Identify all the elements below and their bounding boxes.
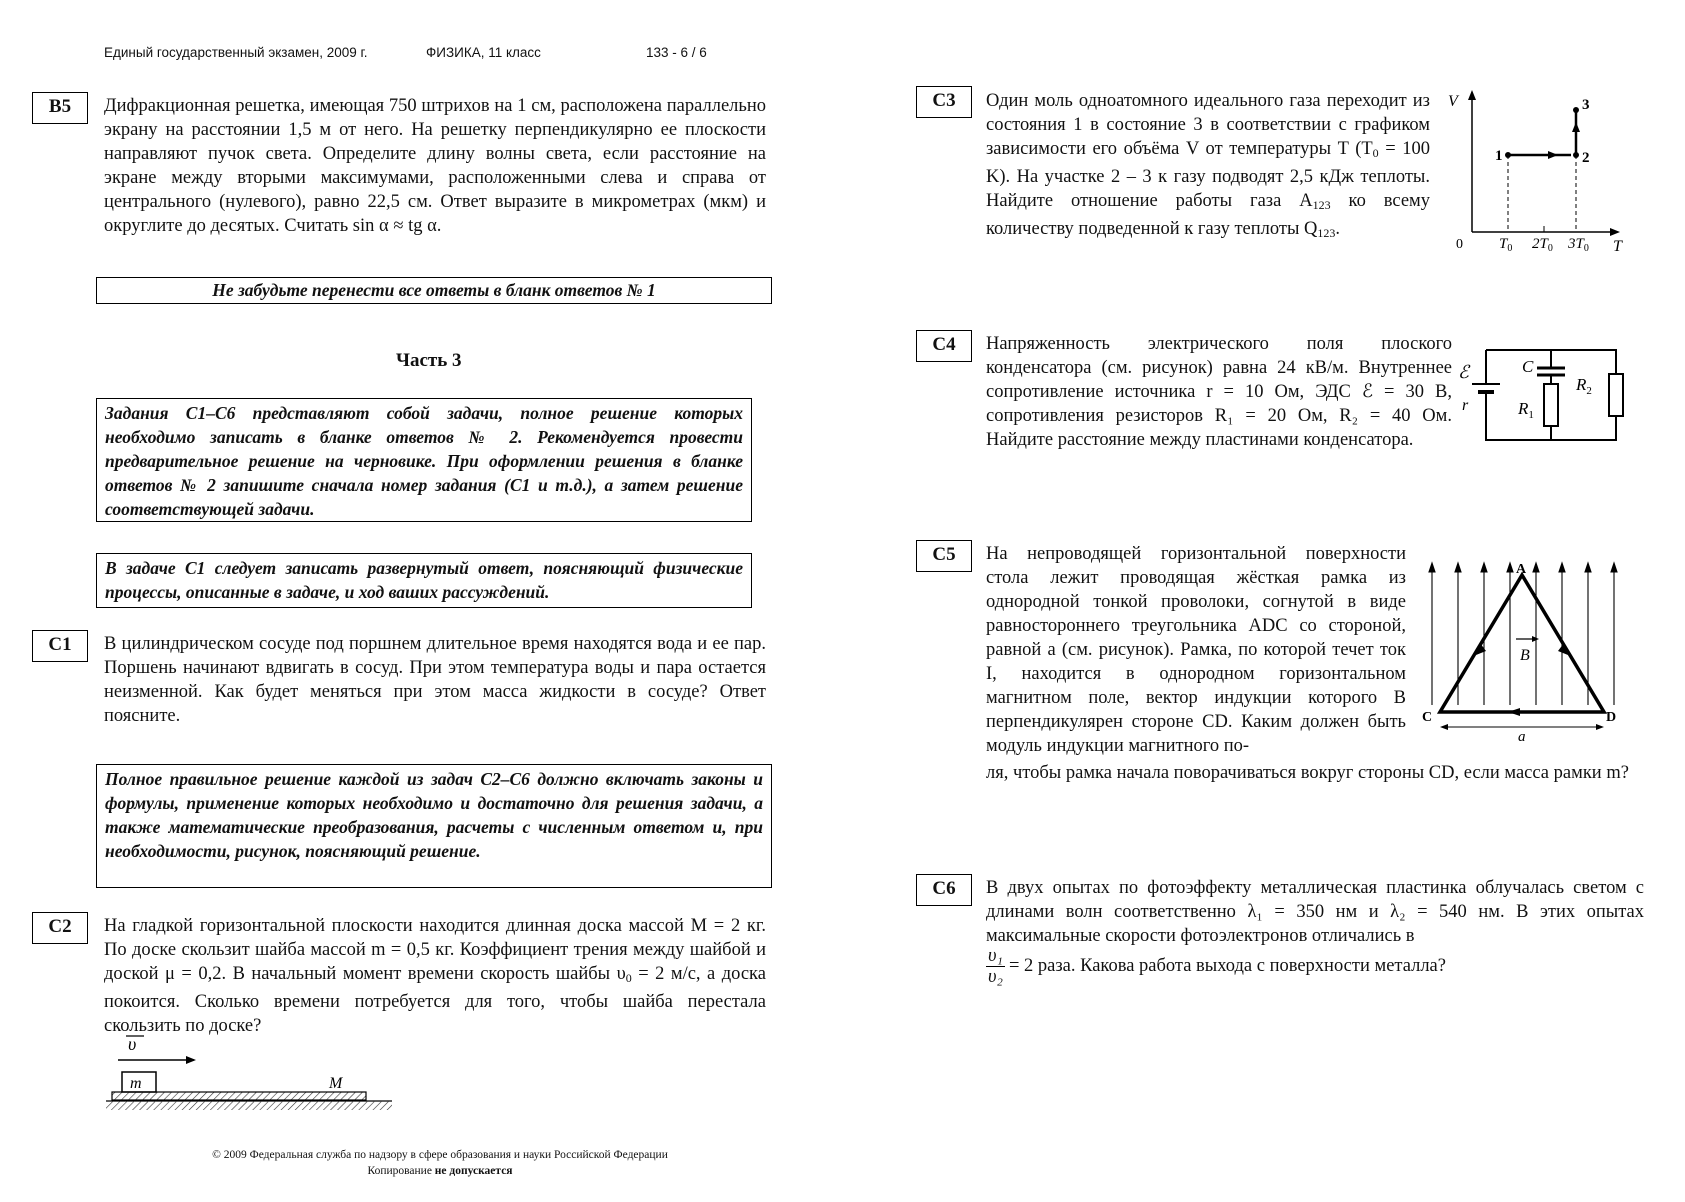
- c2-text-end: = 2 м/с, а доска покоится. Сколько времени потребуется для того, чтобы шайба перестала скользить по доске?: [104, 964, 766, 1036]
- task-text-c5-cont: ля, чтобы рамка начала поворачиваться вокруг стороны CD, если масса рамки m?: [986, 763, 1629, 783]
- c3-a-sub: 123: [1312, 198, 1331, 212]
- c3-q-sub: 123: [1317, 226, 1336, 240]
- internal-resistance-label: r: [1462, 397, 1469, 414]
- reminder-box: Не забудьте перенести все ответы в бланк ответов № 1: [96, 277, 772, 304]
- task-label-c4: C4: [916, 330, 972, 362]
- task-text-c2: [104, 914, 766, 1038]
- velocity-arrowhead: [186, 1056, 196, 1064]
- exam-title: Единый государственный экзамен, 2009 г.: [104, 45, 368, 60]
- state-1-point: [1505, 152, 1511, 158]
- b-vector-label: B: [1520, 647, 1530, 664]
- task-text-b5: Дифракционная решетка, имеющая 750 штрихов на 1 см, расположена параллельно экрану на расстоянии 1,5 м от него. На решетку перпендикулярно ее плоскости направляют пучок света. Определите длину волны света, если расстояние на экране между вторыми максимумами, расположенными слева и справа от центрального (нулевого), равно 22,5 см. Ответ выразите в микрометрах (мкм) и округлите до десятых. Считать sin α ≈ tg α.: [104, 96, 766, 236]
- task-text-c3: [986, 89, 1430, 245]
- state-3-point: [1573, 107, 1579, 113]
- part3-intro-box: Задания С1–С6 представляют собой задачи, полное решение которых необходимо записать в бланке ответов № 2. Рекомендуется провести предварительное решение на черновике. При оформлении решения в бланке ответов № 2 запишите сначала номер задания (С1 и т.д.), а затем решение соответствующей задачи.: [96, 398, 752, 522]
- c3-vt-graph: [1440, 88, 1630, 258]
- page-number: 133 - 6 / 6: [646, 45, 707, 60]
- part-title: Часть 3: [396, 350, 462, 371]
- surface-hatch: [106, 1101, 392, 1110]
- task-text-c4: Напряженность электрического поля плоского конденсатора (см. рисунок) равна 24 кВ/м. Внутреннее сопротивление источника r = 10 Ом, ЭДС ℰ = 30 В, сопротивления резисторов R₁ = 20 Ом, R₂ = 40 Ом. Найдите расстояние между пластинами конденсатора.: [986, 334, 1452, 450]
- emf-label: ℰ: [1458, 362, 1469, 382]
- board-mass-label: M: [329, 1075, 343, 1092]
- task-text-c6: В двух опытах по фотоэффекту металлическая пластинка облучалась светом с длинами волн соответственно λ₁ = 350 нм и λ₂ = 540 нм. В этих опытах максимальные скорости фотоэлектронов отличались в: [986, 878, 1644, 946]
- tick-label-t3: $3T_0$: [1568, 236, 1589, 254]
- velocity-ratio-fraction: [986, 946, 1005, 987]
- v-axis-arrowhead: [1468, 90, 1476, 100]
- v-axis-label: V: [1448, 93, 1458, 110]
- c2-v0-sub: 0: [625, 971, 632, 985]
- c4-circuit: [1456, 340, 1636, 450]
- c1-note-box: В задаче С1 следует записать развернутый ответ, поясняющий физические процессы, описанные в задаче, и ход ваших рассуждений.: [96, 553, 752, 608]
- c2-line1: На гладкой горизонтальной плоскости находится длинная доска массой: [104, 916, 684, 936]
- c3-text-b: = 100 K). На участке 2 – 3 к газу подводят 2,5 кДж теплоты. Найдите отношение работы газа A: [986, 139, 1431, 211]
- c2-text-mid: M = 2 кг. По доске скользит шайба массой m = 0,5 кг. Коэффициент трения между шайбой и доской μ = 0,2. В начальный момент времени скорость шайбы υ: [104, 916, 767, 984]
- fraction-numerator: υ₁: [988, 946, 1003, 966]
- c3-text-a: Один моль одноатомного идеального газа переходит из состояния 1 в состояние 3 в соответствии с графиком зависимости его объёма V от температуры T (T: [986, 91, 1430, 159]
- state-2-label: 2: [1582, 150, 1590, 166]
- process-1-2-arrow: [1548, 151, 1558, 159]
- resistor-r1: [1544, 384, 1558, 426]
- c5-triangle-figure: [1420, 555, 1635, 745]
- c3-text-d: .: [1335, 219, 1341, 239]
- task-label-c1: C1: [32, 630, 88, 662]
- c6-text-end: = 2 раза. Какова работа выхода с поверхности металла?: [1008, 956, 1446, 976]
- t-axis-arrowhead: [1610, 228, 1620, 236]
- dimension-arrow-left: [1440, 724, 1448, 730]
- c3-t0-sub: 0: [1372, 146, 1379, 160]
- c3-text-c: ко всему количеству подведенной к газу теплоты Q: [986, 191, 1430, 239]
- board: [112, 1092, 366, 1100]
- task-label-c5: C5: [916, 540, 972, 572]
- task-label-c6: C6: [916, 874, 972, 906]
- side-length-label: a: [1518, 729, 1526, 745]
- state-1-label: 1: [1495, 148, 1503, 164]
- vertex-d-label: D: [1606, 710, 1617, 725]
- vertex-a-label: A: [1516, 562, 1527, 577]
- puck-mass-label: m: [130, 1075, 142, 1092]
- t-axis-label: T: [1613, 238, 1622, 255]
- copy-notice-bold: не допускается: [434, 1165, 513, 1177]
- current-arrow-bottom: [1508, 708, 1520, 716]
- vertex-c-label: C: [1422, 710, 1433, 725]
- tick-label-t2: $2T_0$: [1532, 236, 1553, 254]
- task-label-c3: C3: [916, 86, 972, 118]
- task-label-c2: C2: [32, 912, 88, 944]
- process-2-3-arrow: [1572, 122, 1580, 132]
- state-3-label: 3: [1582, 97, 1590, 113]
- capacitor-label: C: [1522, 357, 1534, 376]
- state-2-point: [1573, 152, 1579, 158]
- task-text-c1: В цилиндрическом сосуде под поршнем длительное время находятся вода и ее пар. Поршень начинают вдвигать в сосуд. При этом температура воды и пара остается неизменной. Как будет меняться при этом масса жидкости в сосуде? Ответ поясните.: [104, 634, 766, 726]
- copyright: © 2009 Федеральная служба по надзору в сфере образования и науки Российской Федерации: [212, 1149, 668, 1161]
- copy-notice: [140, 1165, 740, 1177]
- velocity-label: υ: [128, 1034, 137, 1054]
- resistor-r2: [1609, 374, 1623, 416]
- origin-label: 0: [1456, 237, 1463, 252]
- dimension-arrow-right: [1596, 724, 1604, 730]
- task-label-b5: B5: [32, 92, 88, 124]
- tick-label-t1: $T_0$: [1499, 236, 1513, 254]
- copy-notice-prefix: Копирование: [367, 1165, 435, 1177]
- fraction-denominator: υ₂: [988, 967, 1003, 987]
- c2-figure: [104, 1032, 404, 1117]
- subject-title: ФИЗИКА, 11 класс: [426, 45, 541, 60]
- c6-ratio-line: [986, 946, 1446, 987]
- full-solution-note-box: Полное правильное решение каждой из задач С2–С6 должно включать законы и формулы, применение которых необходимо и достаточно для решения задачи, а также математические преобразования, расчеты с численным ответом и, при необходимости, рисунок, поясняющий решение.: [96, 764, 772, 888]
- r2-label: $R_2$: [1576, 375, 1592, 397]
- triangle-frame: [1440, 575, 1604, 712]
- task-text-c5: На непроводящей горизонтальной поверхности стола лежит проводящая жёсткая рамка из однородной тонкой проволоки, согнутой в виде равностороннего треугольника ADC со стороной, равной a (см. рисунок). Рамка, по которой течет ток I, находится в однородном горизонтальном магнитном поле, вектор индукции которого B перпендикулярен стороне CD. Каким должен быть модуль индукции магнитного по-: [986, 544, 1406, 756]
- r1-label: $R_1$: [1518, 399, 1534, 421]
